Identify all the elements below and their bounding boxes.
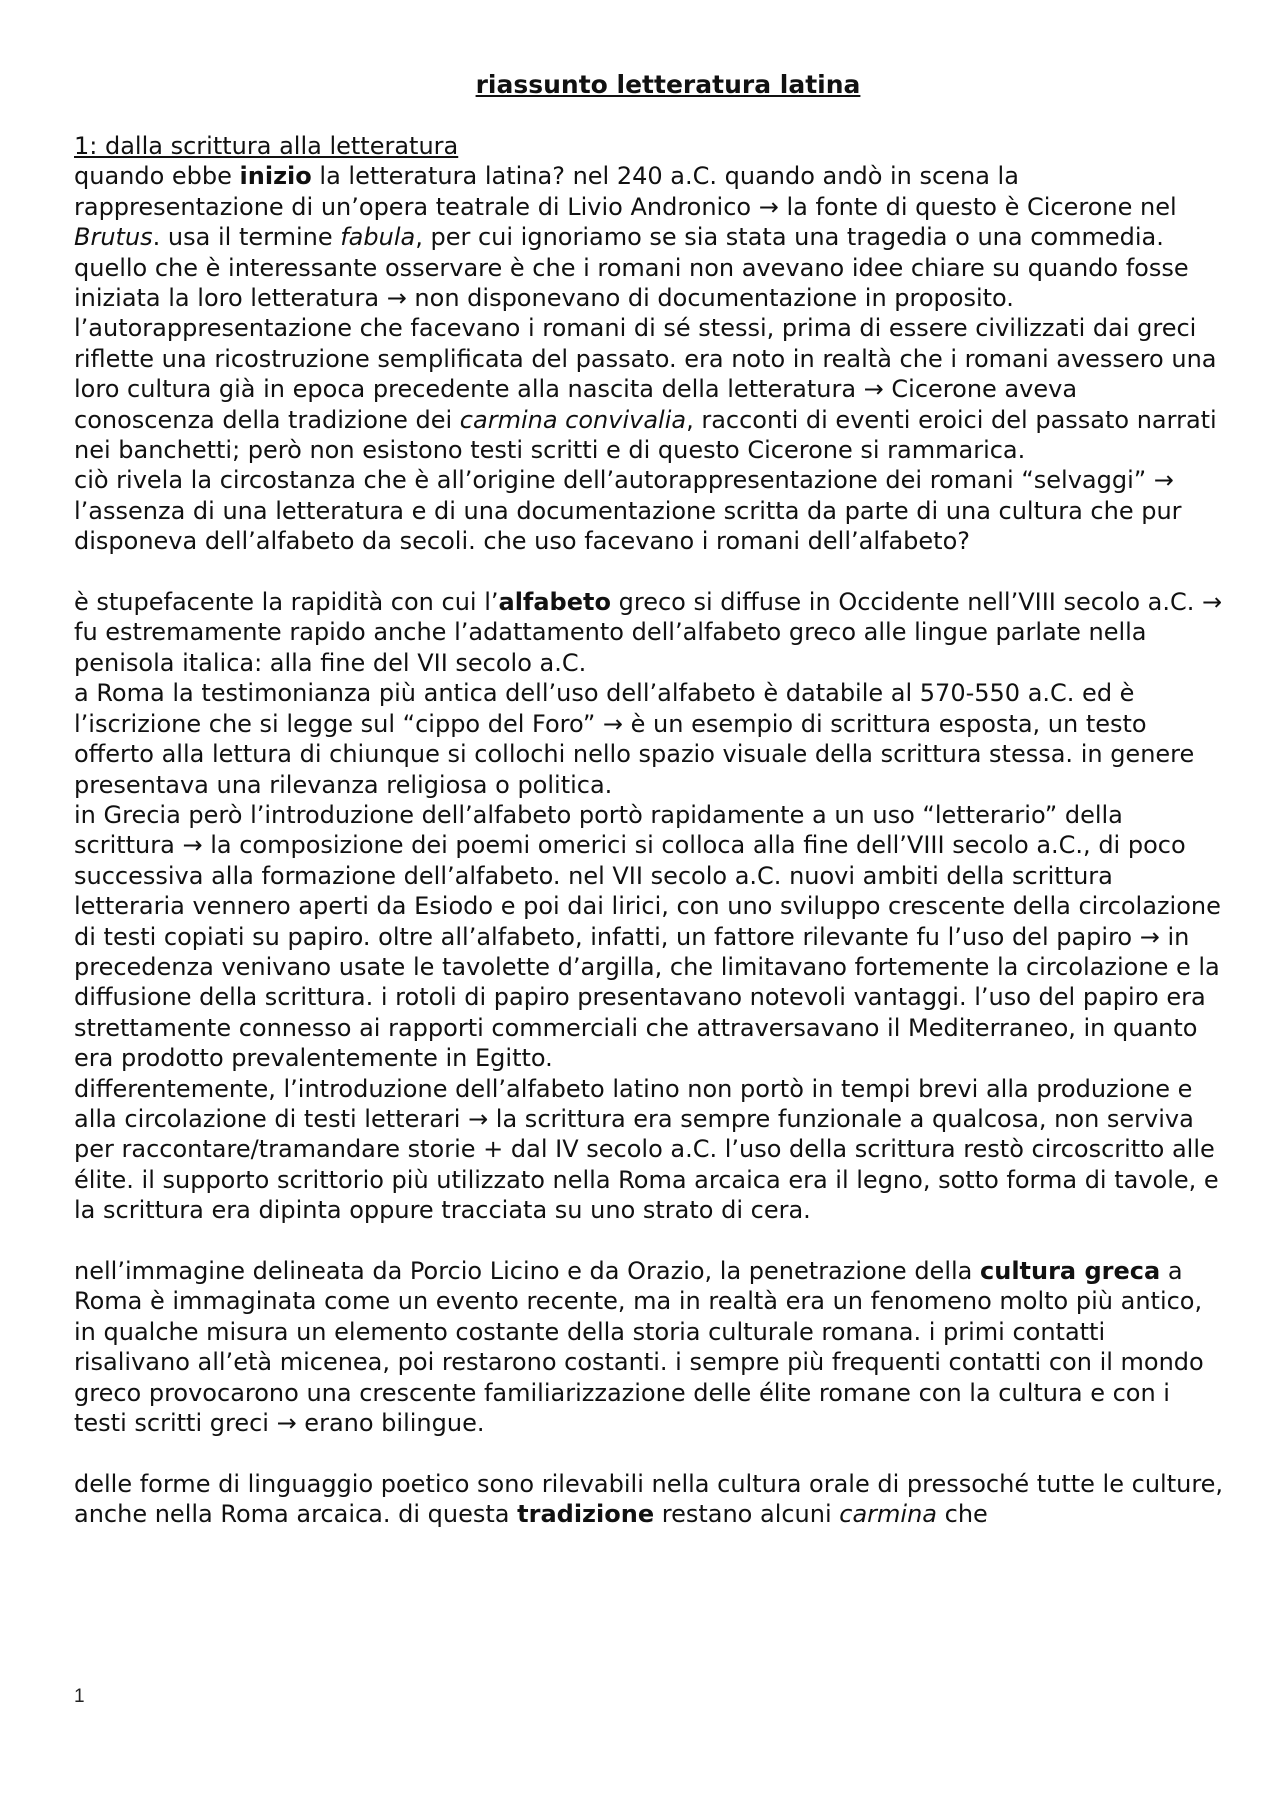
text-run: , racconti di eventi eroici del passato narrati nei banchetti; però non esistono testi scritti e di questo Cicerone si rammarica. — [74, 405, 1217, 465]
text-run: delle forme di linguaggio poetico sono rilevabili nella cultura orale di pressoché tutte le culture, anche nella Roma arcaica. di questa — [74, 1469, 1224, 1529]
paragraph — [74, 161, 1224, 252]
text-run: la letteratura latina? nel 240 a.C. quando andò in scena la rappresentazione di un’opera teatrale di Livio Andronico → la fonte di questo è Cicerone nel — [74, 162, 1177, 221]
section-heading: 1: dalla scrittura alla letteratura — [74, 132, 459, 160]
text-run: restano alcuni — [654, 1500, 840, 1529]
italic-term: fabula — [340, 223, 416, 252]
paragraph — [74, 678, 1224, 800]
text-run: che — [937, 1500, 988, 1529]
text-run: in Grecia però l’introduzione dell’alfabeto portò rapidamente a un uso “letterario” della scrittura → la composizione dei poemi omerici si colloca alla fine dell’VIII secolo a.C., di poco successiva alla formazione dell’alfabeto. nel VII secolo a.C. nuovi ambiti della scrittura letteraria vennero aperti da Esiodo e poi dai lirici, con uno sviluppo crescente della circolazione di testi copiati su papiro. oltre all’alfabeto, infatti, un fattore rilevante fu l’uso del papiro → in precedenza venivano usate le tavolette d’argilla, che limitavano fortemente la circolazione e la diffusione della scrittura. i rotoli di papiro presentavano notevoli vantaggi. l’uso del papiro era strettamente connesso ai rapporti commerciali che attraversavano il Mediterraneo, in quanto era prodotto prevalentemente in Egitto. — [74, 800, 1221, 1073]
document-title: riassunto letteratura latina — [475, 70, 861, 99]
text-run: nell’immagine delineata da Porcio Licino e da Orazio, la penetrazione della — [74, 1257, 980, 1285]
paragraph — [74, 253, 1224, 466]
text-run: quello che è interessante osservare è che i romani non avevano idee chiare su quando fosse iniziata la loro letteratura → non disponevano di documentazione in proposito. l’autorappresentazione che facevano i romani di sé stessi, prima di essere civilizzati dai greci riflette una ricostruzione semplificata del passato. era noto in realtà che i romani avessero una loro cultura già in epoca precedente alla nascita della letteratura → Cicerone aveva conoscenza della tradizione dei — [74, 253, 1217, 434]
bold-term: tradizione — [517, 1500, 655, 1529]
text-run: a Roma la testimonianza più antica dell’uso dell’alfabeto è databile al 570-550 a.C. ed è l’iscrizione che si legge sul “cippo del Foro” → è un esempio di scrittura esposta, un testo offerto alla lettura di chiunque si collochi nello spazio visuale della scrittura stessa. in genere presentava una rilevanza religiosa o politica. — [74, 679, 1195, 799]
text-run: è stupefacente la rapidità con cui l’ — [74, 588, 499, 617]
italic-term: carmina — [839, 1500, 938, 1529]
paragraph — [74, 1469, 1224, 1530]
text-run: , per cui ignoriamo se sia stata una tragedia o una commedia. — [415, 223, 1164, 252]
text-run: greco si diffuse in Occidente nell’VIII secolo a.C. → fu estremamente rapido anche l’adattamento dell’alfabeto greco alle lingue parlate nella penisola italica: alla fine del VII secolo a.C. — [74, 588, 1223, 677]
bold-term: inizio — [239, 162, 312, 191]
text-run: . usa il termine — [152, 223, 341, 252]
italic-term: Brutus — [74, 223, 153, 252]
paragraph — [74, 1256, 1224, 1438]
bold-term: alfabeto — [498, 588, 611, 617]
bold-term: cultura greca — [980, 1257, 1161, 1285]
paragraph-spacer — [74, 1438, 1224, 1468]
document-page — [74, 70, 1224, 1530]
paragraph — [74, 800, 1224, 1074]
paragraph-spacer — [74, 1226, 1224, 1256]
italic-term: carmina convivalia — [459, 405, 687, 434]
paragraph — [74, 587, 1224, 678]
paragraph — [74, 465, 1224, 556]
document-body — [74, 161, 1224, 1529]
page-number: 1 — [74, 1686, 85, 1707]
text-run: differentemente, l’introduzione dell’alfabeto latino non portò in tempi brevi alla produzione e alla circolazione di testi letterari → la scrittura era sempre funzionale a qualcosa, non serviva per raccontare/tramandare storie + dal IV secolo a.C. l’uso della scrittura restò circoscritto alle élite. il supporto scrittorio più utilizzato nella Roma arcaica era il legno, sotto forma di tavole, e la scrittura era dipinta oppure tracciata su uno strato di cera. — [74, 1074, 1219, 1225]
text-run: a Roma è immaginata come un evento recente, ma in realtà era un fenomeno molto più antico, in qualche misura un elemento costante della storia culturale romana. i primi contatti risalivano all’età micenea, poi restarono costanti. i sempre più frequenti contatti con il mondo greco provocarono una crescente familiarizzazione delle élite romane con la cultura e con i testi scritti greci → erano bilingue. — [74, 1257, 1204, 1438]
paragraph — [74, 1074, 1224, 1226]
text-run: quando ebbe — [74, 162, 240, 191]
text-run: ciò rivela la circostanza che è all’origine dell’autorappresentazione dei romani “selvaggi” → l’assenza di una letteratura e di una documentazione scritta da parte di una cultura che pur disponeva dell’alfabeto da secoli. che uso facevano i romani dell’alfabeto? — [74, 466, 1182, 556]
paragraph-spacer — [74, 557, 1224, 587]
